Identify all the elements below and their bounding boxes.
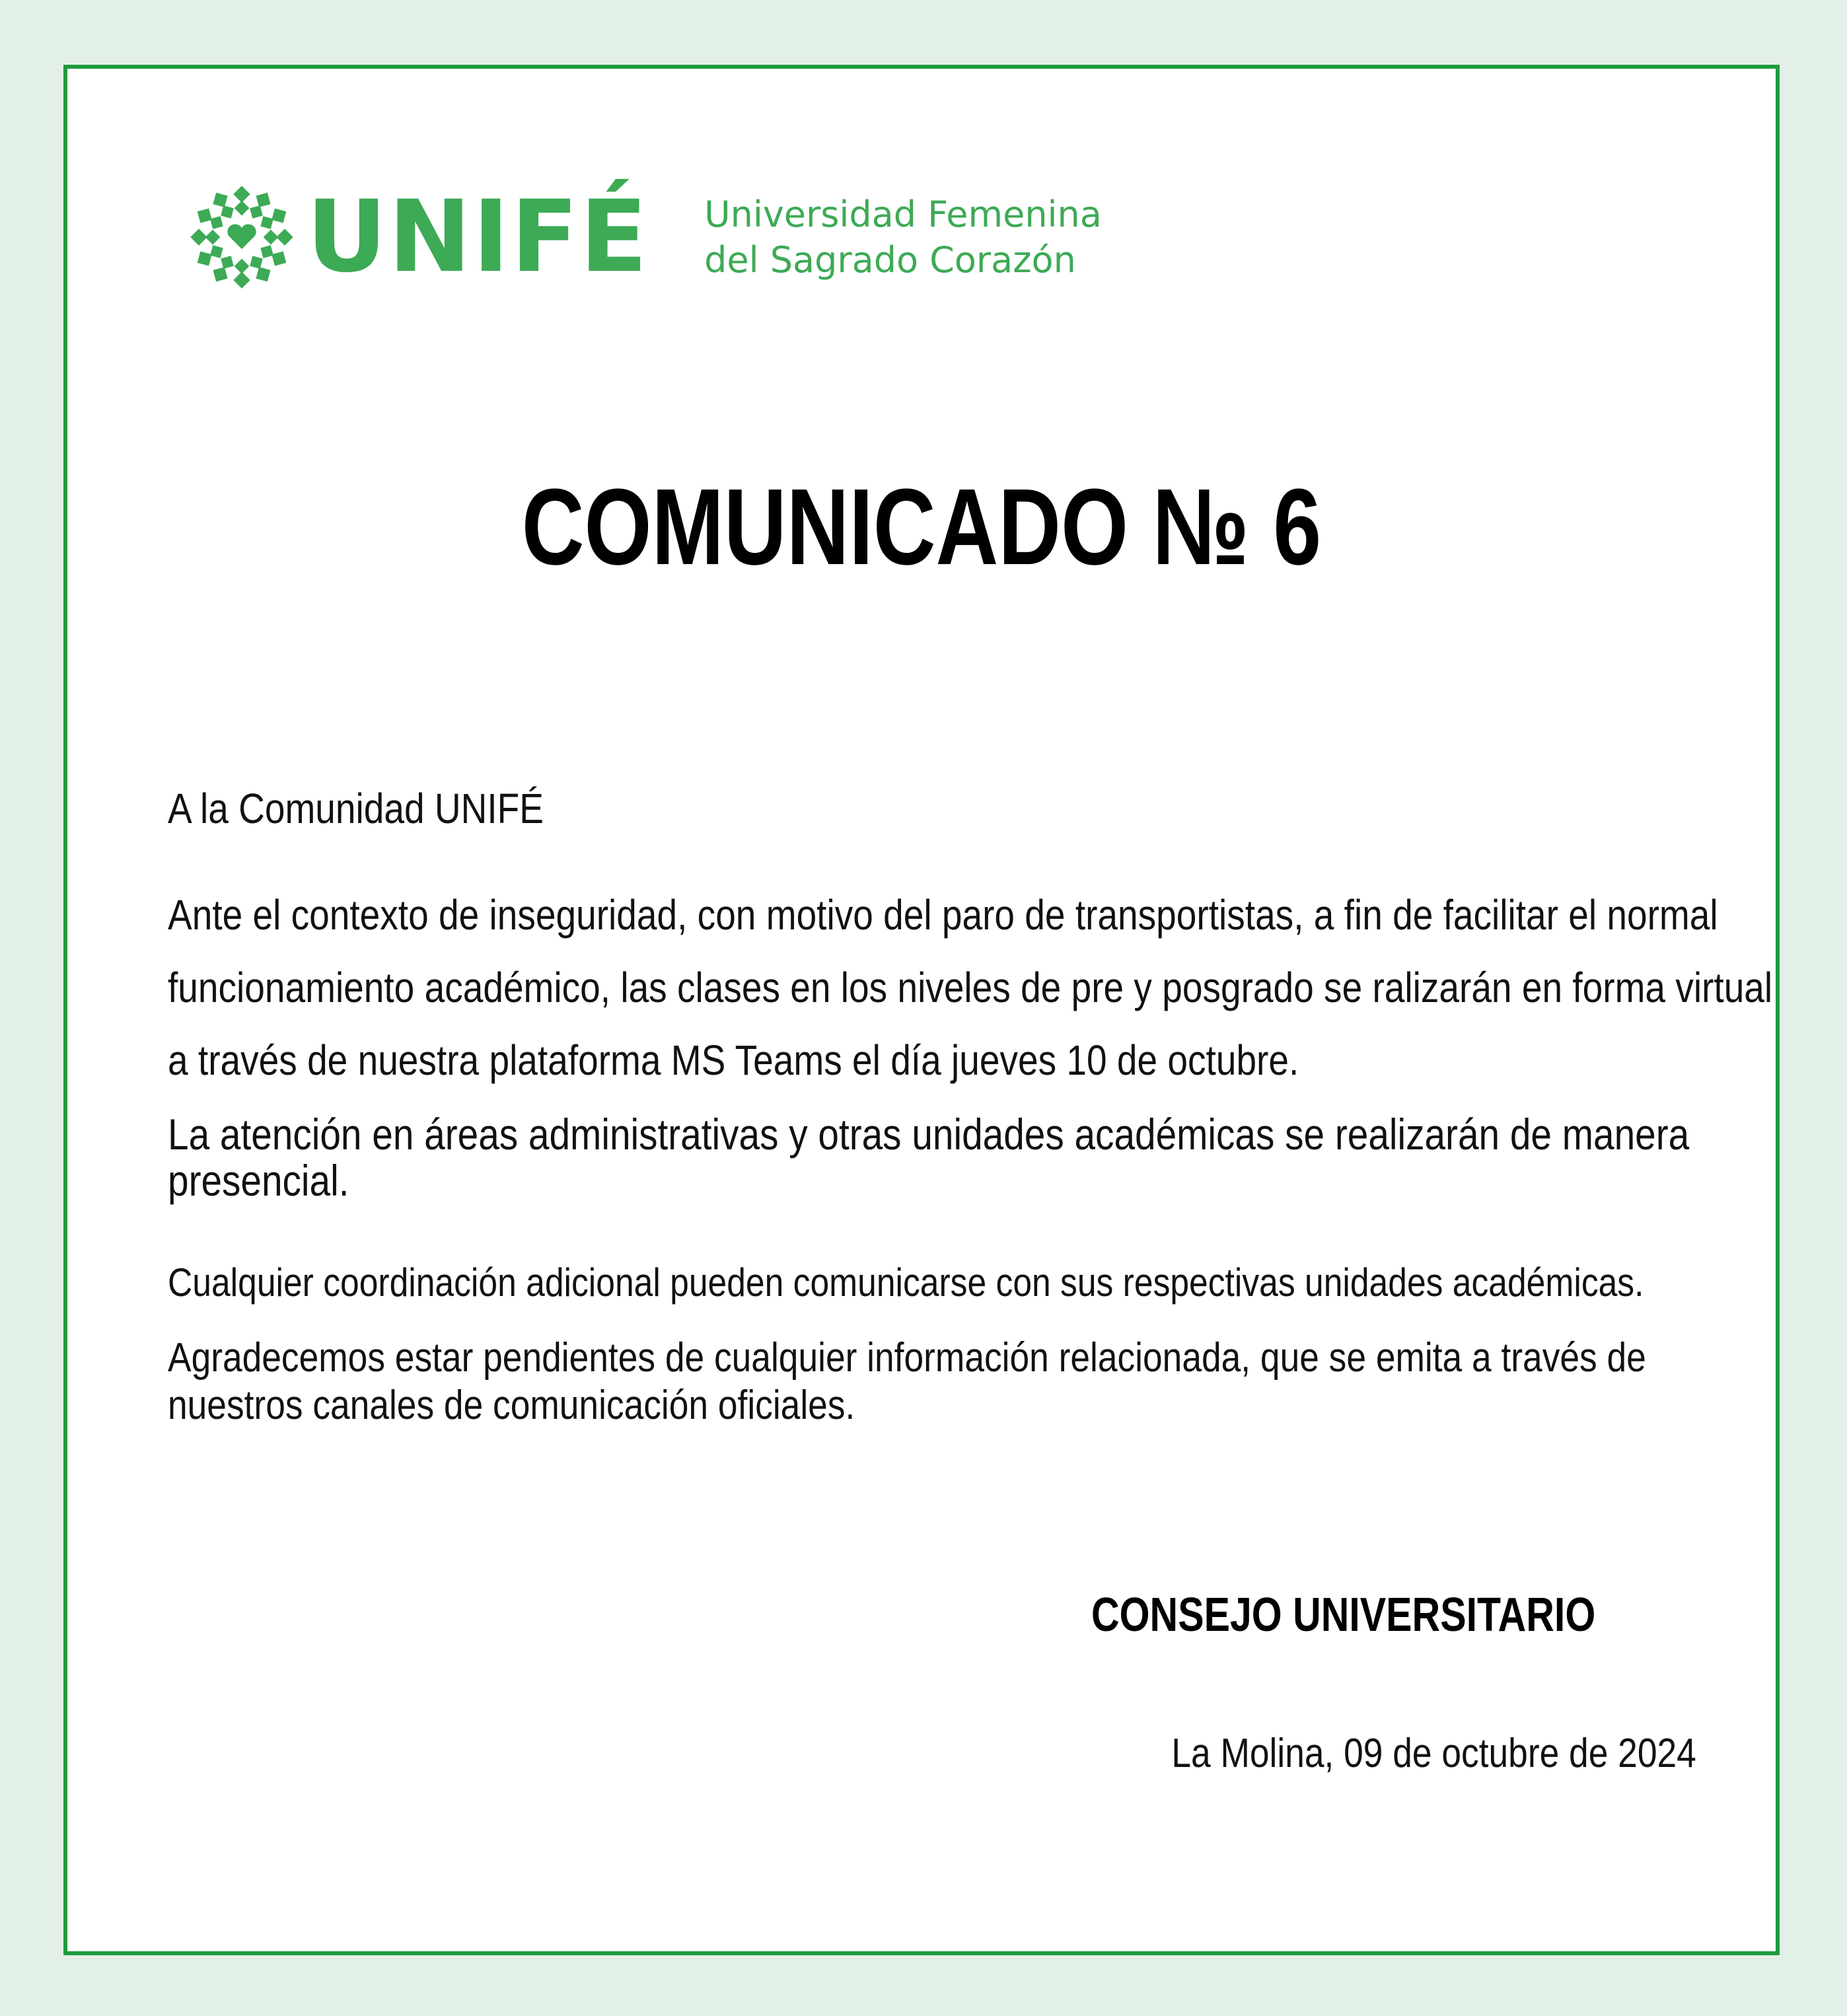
logo-subtitle-line1: Universidad Femenina <box>704 193 1102 235</box>
unife-emblem-icon <box>189 184 295 290</box>
logo-wordmark: UNIFÉ <box>307 180 649 295</box>
document-frame <box>63 65 1780 1955</box>
logo-subtitle-line2: del Sagrado Corazón <box>704 239 1076 281</box>
greeting: A la Comunidad UNIFÉ <box>168 785 544 832</box>
paragraph-2: La atención en áreas administrativas y otras unidades académicas se realizarán de manera presencial. <box>168 1110 1690 1205</box>
paragraph-1: Ante el contexto de inseguridad, con motivo del paro de transportistas, a fin de facilitar el normal funcionamiento académico, las clases en los niveles de pre y posgrado se ralizarán en forma virtual a través de nuestra plataforma MS Teams el día jueves 10 de octubre. <box>168 891 1773 1084</box>
paragraph-3: Cualquier coordinación adicional pueden comunicarse con sus respectivas unidades académicas. <box>168 1260 1644 1305</box>
paragraph-4: Agradecemos estar pendientes de cualquier información relacionada, que se emita a través de nuestros canales de comunicación oficiales. <box>168 1335 1646 1428</box>
unife-logo <box>189 180 1102 295</box>
document-title: COMUNICADO № 6 <box>521 466 1322 587</box>
date-line: La Molina, 09 de octubre de 2024 <box>1171 1731 1696 1776</box>
signature: CONSEJO UNIVERSITARIO <box>1091 1589 1596 1641</box>
logo-subtitle <box>704 192 1102 283</box>
